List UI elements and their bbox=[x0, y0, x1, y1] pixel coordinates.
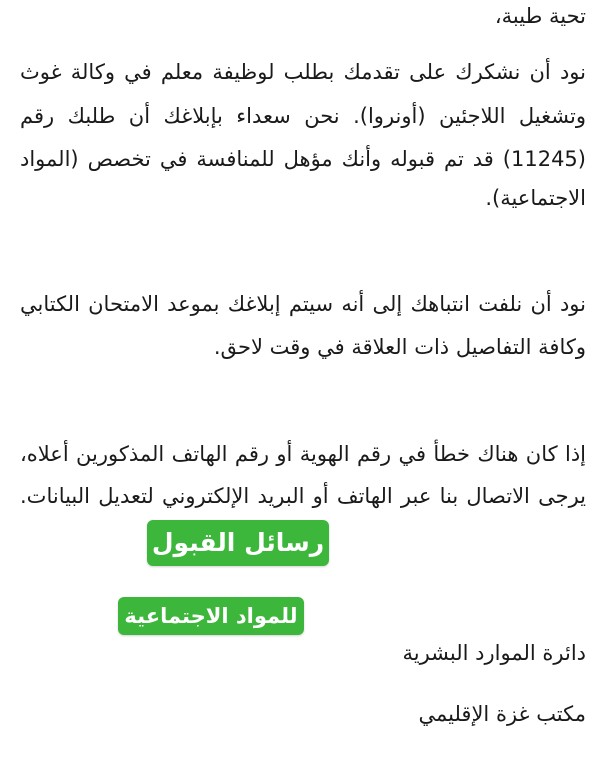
paragraph-line: (11245) قد تم قبوله وأنك مؤهل للمنافسة في تخصص (المواد bbox=[20, 147, 586, 171]
paragraph-line: نود أن نشكرك على تقدمك بطلب لوظيفة معلم في وكالة غوث bbox=[20, 60, 586, 84]
paragraph-line: نود أن نلفت انتباهك إلى أنه سيتم إبلاغك بموعد الامتحان الكتابي bbox=[20, 292, 586, 316]
signature-department: دائرة الموارد البشرية bbox=[402, 641, 586, 665]
acceptance-letters-badge: رسائل القبول bbox=[147, 520, 329, 566]
signature-office: مكتب غزة الإقليمي bbox=[418, 702, 586, 726]
paragraph-line: وتشغيل اللاجئين (أونروا). نحن سعداء بإبلاغك أن طلبك رقم bbox=[20, 104, 586, 128]
paragraph-line: إذا كان هناك خطأ في رقم الهوية أو رقم الهاتف المذكورين أعلاه، bbox=[20, 442, 586, 466]
social-studies-badge: للمواد الاجتماعية bbox=[118, 597, 304, 635]
paragraph-line: الاجتماعية). bbox=[485, 186, 586, 210]
paragraph-line: يرجى الاتصال بنا عبر الهاتف أو البريد الإلكتروني لتعديل البيانات. bbox=[20, 484, 586, 508]
greeting-text: تحية طيبة، bbox=[494, 4, 586, 28]
paragraph-line: وكافة التفاصيل ذات العلاقة في وقت لاحق. bbox=[213, 335, 586, 359]
